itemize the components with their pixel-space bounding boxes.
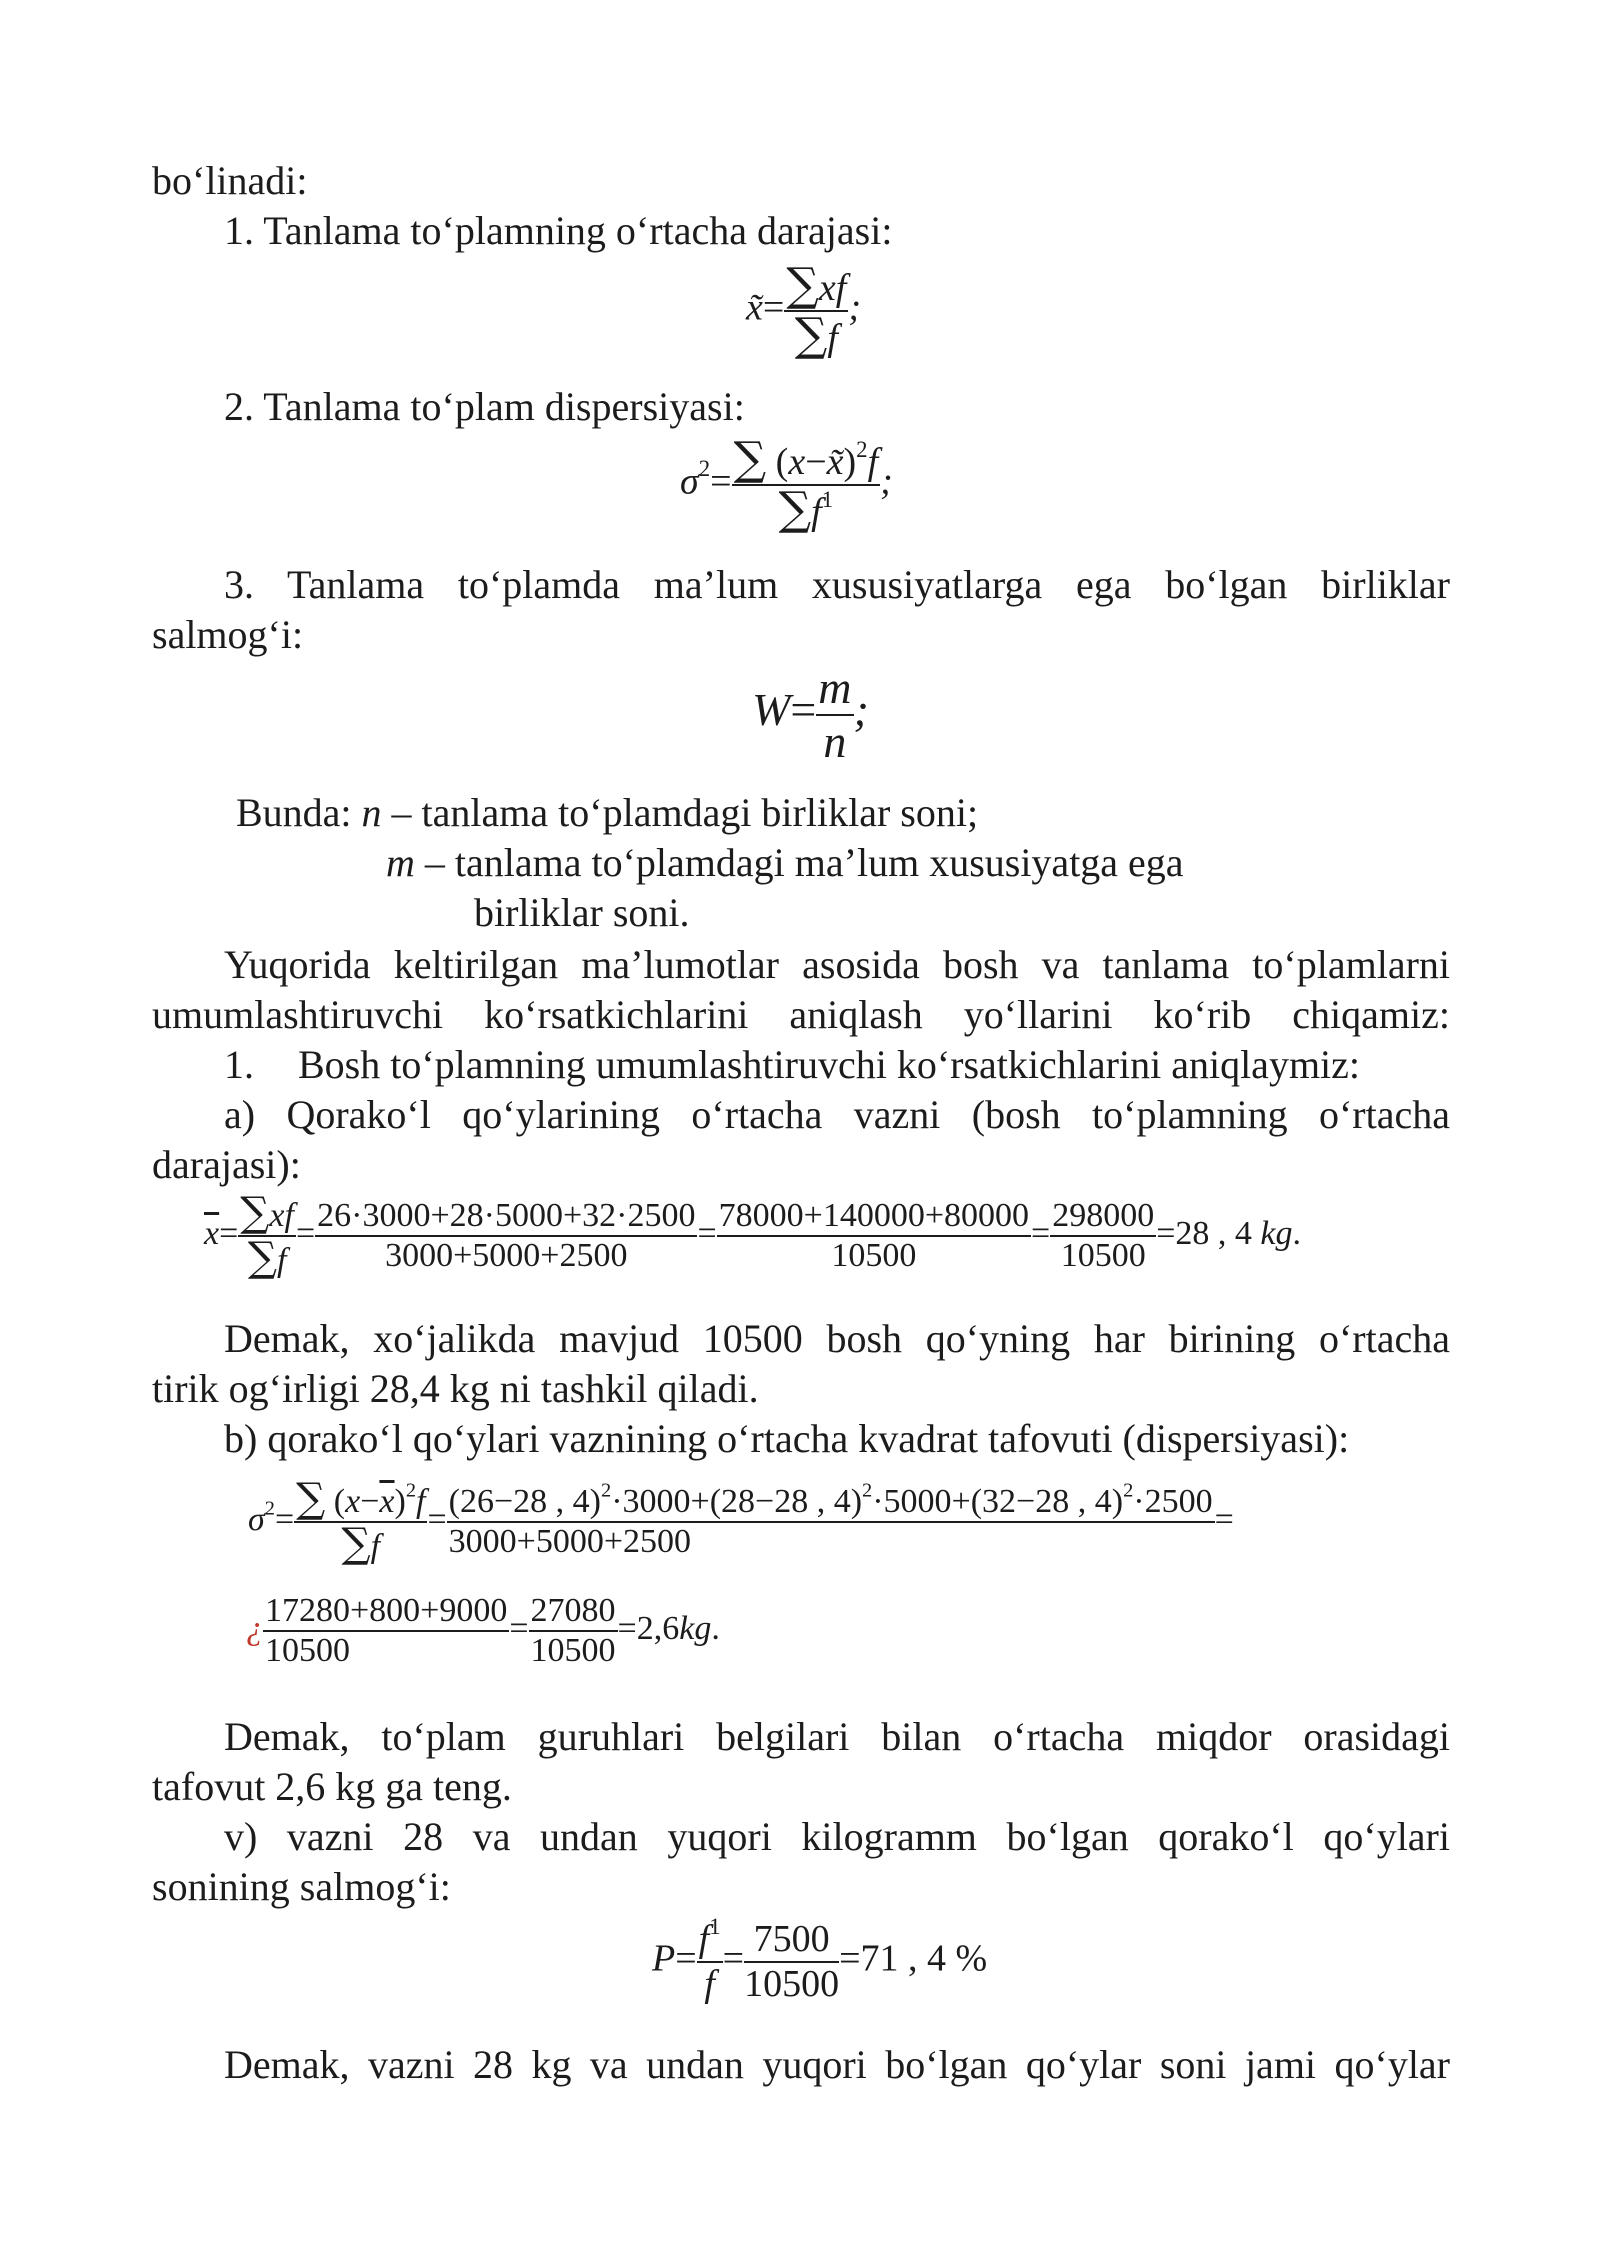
numerator: xf xyxy=(269,1197,294,1234)
paragraph-line: a) Qorako‘l qo‘ylarining o‘rtacha vazni (bosh to‘plamning o‘rtacha xyxy=(224,1092,1450,1137)
formula-punctuation: ; xyxy=(880,460,893,503)
term: ·3000+(28−28 , 4) xyxy=(611,1483,863,1520)
formula-result: =2,6 xyxy=(617,1609,680,1647)
formula-proportion xyxy=(652,1913,988,2005)
exponent: 1 xyxy=(709,1913,721,1939)
formula-operator: = xyxy=(710,460,732,503)
fraction xyxy=(732,432,881,535)
formula-result: =28 , 4 xyxy=(1156,1214,1261,1252)
fraction xyxy=(717,1197,1031,1275)
variable: x̃ xyxy=(826,441,844,483)
paragraph-line: Demak, to‘plam guruhlari belgilari bilan o‘rtacha miqdor orasidagi xyxy=(224,1714,1450,1759)
exponent: 2 xyxy=(405,1479,417,1502)
sum-symbol: ∑ xyxy=(296,1474,326,1522)
sum-symbol: ∑ xyxy=(247,1233,277,1282)
denominator: 10500 xyxy=(831,1237,917,1275)
text-span: – tanlama to‘plamdagi birliklar soni; xyxy=(381,790,979,835)
numerator: xf xyxy=(818,267,847,309)
exponent: 2 xyxy=(698,456,711,482)
formula-operator: = xyxy=(274,1500,295,1538)
numerator: 26·3000+28·5000+32·2500 xyxy=(315,1197,697,1237)
exponent: 2 xyxy=(862,1479,873,1502)
paren: ) xyxy=(843,441,857,483)
text-line: bo‘linadi: xyxy=(152,158,308,203)
text-line: darajasi): xyxy=(152,1142,301,1187)
fraction xyxy=(529,1592,618,1670)
formula-unit: kg xyxy=(679,1609,712,1647)
paragraph-line: v) vazni 28 va undan yuqori kilogramm bo‘lgan qorako‘l qo‘ylari xyxy=(224,1814,1450,1859)
term: ·5000+(32−28 , 4) xyxy=(872,1483,1124,1520)
variable: m xyxy=(386,840,415,885)
formula-operator: = xyxy=(697,1214,717,1252)
numerator: 298000 xyxy=(1050,1197,1156,1237)
fraction xyxy=(294,1474,427,1568)
text-line: tafovut 2,6 kg ga teng. xyxy=(152,1764,512,1809)
denominator: 3000+5000+2500 xyxy=(385,1237,628,1275)
numerator: 17280+800+9000 xyxy=(263,1592,509,1632)
paren: ( xyxy=(333,1483,346,1520)
formula-punctuation: ; xyxy=(848,286,861,329)
formula-unit: kg xyxy=(1260,1214,1293,1252)
formula-operator: − xyxy=(360,1483,380,1520)
formula-variance-result xyxy=(246,1592,720,1670)
formula-operator: = xyxy=(1214,1500,1234,1538)
list-item-1: 1. Tanlama to‘plamning o‘rtacha darajasi: xyxy=(224,208,893,253)
formula-operator: = xyxy=(762,286,785,329)
variable: f xyxy=(867,441,879,483)
exponent: 2 xyxy=(264,1497,275,1520)
denominator: f xyxy=(811,490,822,533)
denominator: f xyxy=(276,1242,287,1280)
formula-symbol: σ xyxy=(248,1500,265,1538)
exponent: 2 xyxy=(601,1479,612,1502)
formula-mean-sample xyxy=(746,258,861,361)
fraction xyxy=(1050,1197,1156,1275)
paren: ( xyxy=(775,441,789,483)
exponent: 2 xyxy=(1123,1479,1134,1502)
formula-operator: = xyxy=(427,1500,447,1538)
paragraph-line: Demak, vazni 28 kg va undan yuqori bo‘lgan qo‘ylar soni jami qo‘ylar xyxy=(224,2042,1450,2087)
fraction xyxy=(744,1918,839,2005)
definition-line xyxy=(236,788,978,838)
exponent: 1 xyxy=(821,486,834,512)
sum-symbol: ∑ xyxy=(240,1188,270,1236)
text-line: tirik og‘irligi 28,4 kg ni tashkil qiladi. xyxy=(152,1366,759,1411)
numerator: 27080 xyxy=(529,1592,618,1632)
formula-operator: − xyxy=(805,441,827,483)
denominator: 3000+5000+2500 xyxy=(448,1523,692,1561)
variable: f xyxy=(416,1483,426,1520)
denominator: 10500 xyxy=(1060,1237,1146,1275)
paragraph-line: umumlashtiruvchi ko‘rsatkichlarini aniqlash yo‘llarini ko‘rib chiqamiz: xyxy=(152,992,1450,1037)
formula-symbol: σ xyxy=(680,460,699,503)
formula-punctuation: . xyxy=(1292,1214,1301,1252)
list-item-1-number: 1. xyxy=(224,1042,254,1087)
denominator: f xyxy=(704,1962,715,2005)
denominator: n xyxy=(823,715,847,767)
denominator: f xyxy=(827,316,838,359)
formula-operator: = xyxy=(295,1214,316,1252)
denominator: 10500 xyxy=(530,1632,616,1670)
formula-operator: = xyxy=(1031,1214,1051,1252)
variable: x xyxy=(788,441,806,483)
numerator: m xyxy=(816,662,853,716)
sum-symbol: ∑ xyxy=(341,1519,371,1568)
fraction xyxy=(238,1188,296,1282)
formula-operator: = xyxy=(790,684,817,736)
stray-glyph: ¿ xyxy=(246,1609,263,1647)
sum-symbol: ∑ xyxy=(786,258,819,311)
formula-share xyxy=(752,662,869,767)
formula-variance-general xyxy=(248,1474,1234,1568)
variable: x xyxy=(345,1483,361,1520)
sum-symbol: ∑ xyxy=(733,432,767,485)
formula-symbol: x̃ xyxy=(746,286,763,329)
denominator: 10500 xyxy=(744,1962,840,2005)
text-span: Bunda: xyxy=(236,790,362,835)
definition-line: birliklar soni. xyxy=(474,890,690,935)
formula-punctuation: ; xyxy=(853,684,869,736)
term: (26−28 , 4) xyxy=(448,1483,601,1520)
sum-symbol: ∑ xyxy=(794,307,828,361)
variable: $\overline{x}$ xyxy=(379,1483,395,1520)
paragraph-line: Yuqorida keltirilgan ma’lumotlar asosida bosh va tanlama to‘plamlarni xyxy=(224,942,1450,987)
paren: ) xyxy=(394,1483,406,1520)
fraction xyxy=(263,1592,509,1670)
numerator: f xyxy=(698,1918,710,1960)
formula-symbol: $\overline{x}$ xyxy=(204,1214,220,1252)
denominator: 10500 xyxy=(265,1632,350,1670)
formula-operator: = xyxy=(675,1937,697,1980)
text-line: sonining salmog‘i: xyxy=(152,1864,451,1909)
fraction xyxy=(697,1913,723,2005)
sum-symbol: ∑ xyxy=(778,481,812,535)
fraction xyxy=(784,258,848,361)
formula-punctuation: . xyxy=(711,1609,720,1647)
denominator: f xyxy=(370,1528,381,1566)
fraction xyxy=(447,1479,1215,1561)
list-item-2: 2. Tanlama to‘plam dispersiyasi: xyxy=(224,384,745,429)
list-item-3: 3. Tanlama to‘plamda ma’lum xususiyatlarga ega bo‘lgan birliklar xyxy=(224,562,1450,607)
formula-mean-general xyxy=(204,1188,1301,1282)
formula-symbol: W xyxy=(752,684,791,736)
variable: n xyxy=(361,790,382,835)
formula-operator: = xyxy=(509,1609,529,1647)
exponent: 2 xyxy=(856,436,868,462)
definition-line xyxy=(386,838,1184,888)
paragraph-line: Demak, xo‘jalikda mavjud 10500 bosh qo‘yning har birining o‘rtacha xyxy=(224,1316,1450,1361)
paragraph-line: b) qorako‘l qo‘ylari vaznining o‘rtacha kvadrat tafovuti (dispersiyasi): xyxy=(224,1416,1350,1461)
formula-result: =71 , 4 % xyxy=(839,1937,988,1980)
text-span: – tanlama to‘plamdagi ma’lum xususiyatga ega xyxy=(414,840,1184,885)
numerator: 7500 xyxy=(744,1918,839,1963)
fraction xyxy=(816,662,853,767)
formula-variance-sample xyxy=(680,432,893,535)
formula-operator: = xyxy=(219,1214,239,1252)
list-item-1-text: Bosh to‘plamning umumlashtiruvchi ko‘rsatkichlarini aniqlaymiz: xyxy=(298,1042,1361,1087)
formula-symbol: P xyxy=(652,1937,676,1980)
fraction xyxy=(315,1197,697,1275)
numerator: 78000+140000+80000 xyxy=(717,1197,1031,1237)
term: ·2500 xyxy=(1133,1483,1213,1520)
formula-operator: = xyxy=(722,1937,745,1980)
text-line: salmog‘i: xyxy=(152,612,304,657)
